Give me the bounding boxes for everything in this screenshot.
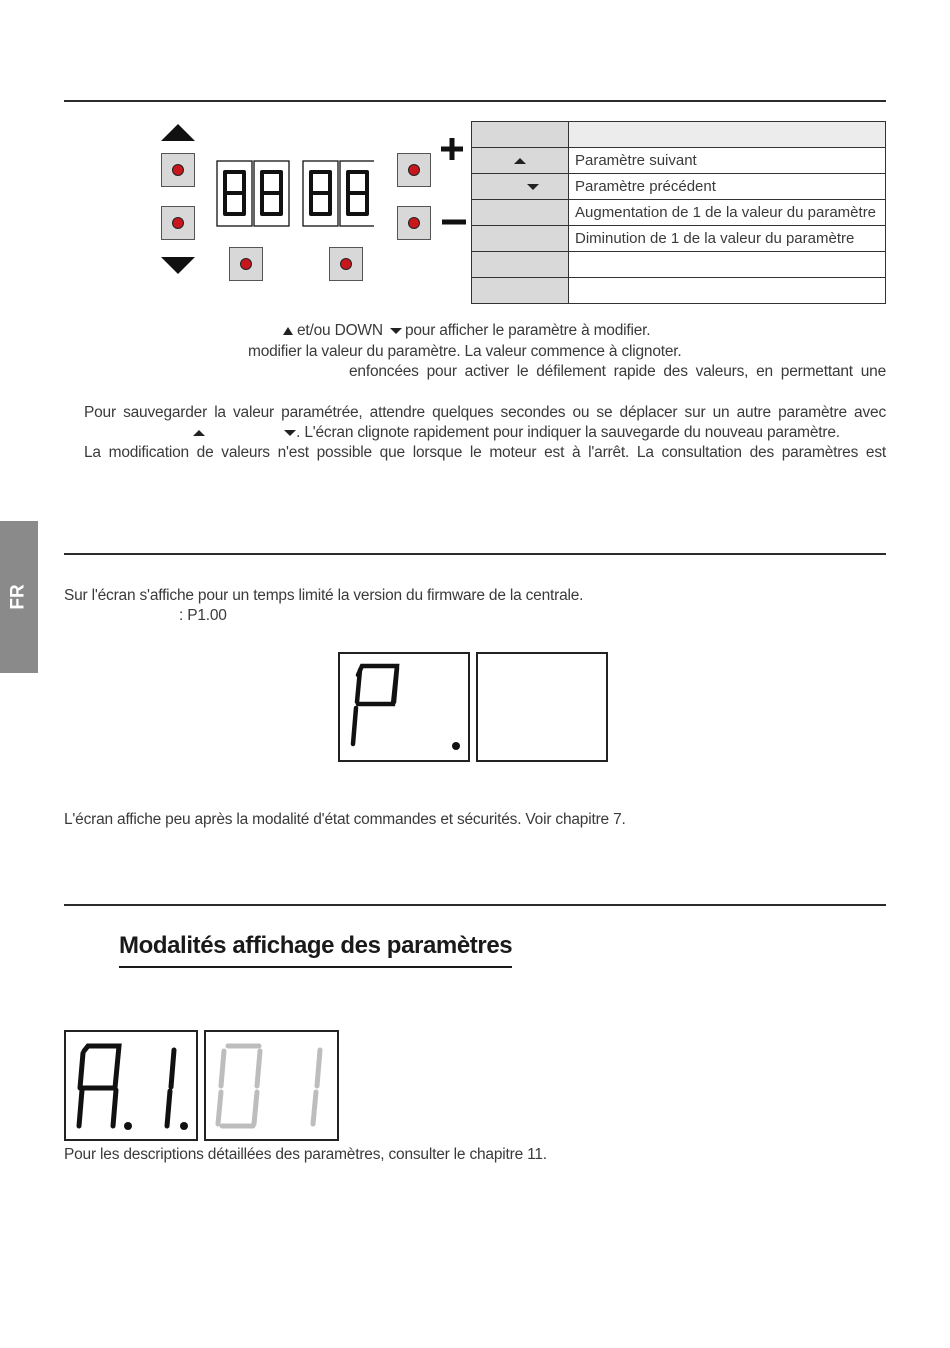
segment-a1-digits — [66, 1032, 196, 1139]
section-divider — [64, 100, 886, 102]
command-table — [471, 121, 886, 304]
down-triangle-icon — [284, 430, 296, 436]
segment-p-digit — [340, 654, 468, 760]
status-text: L'écran affiche peu après la modalité d'état commandes et sécurités. Voir chapitre 7. — [64, 811, 626, 828]
minus-icon — [441, 215, 467, 229]
down-triangle-icon — [527, 184, 539, 190]
language-tab — [0, 521, 38, 673]
down-arrow-icon — [161, 257, 195, 274]
firmware-text: Sur l'écran s'affiche pour un temps limité la version du firmware de la centrale. — [64, 587, 584, 604]
parameter-display-right — [204, 1030, 339, 1141]
table-row: Paramètre suivant — [472, 148, 886, 174]
instruction-line: et/ou DOWN pour afficher le paramètre à modifier. — [283, 322, 650, 340]
down-triangle-icon — [390, 328, 402, 334]
up-arrow-icon — [161, 124, 195, 141]
table-row — [472, 278, 886, 304]
instruction-line: La modification de valeurs n'est possible que lorsque le moteur est à l'arrêt. La consultation des paramètres est — [84, 444, 886, 461]
section-footer: Pour les descriptions détaillées des paramètres, consulter le chapitre 11. — [64, 1146, 547, 1163]
plus-icon — [439, 136, 465, 162]
language-tab-label: FR — [7, 584, 29, 610]
table-header-row — [472, 122, 886, 148]
section-divider — [64, 553, 886, 555]
instruction-line: enfoncées pour activer le défilement rapide des valeurs, en permettant une — [349, 363, 886, 380]
right-display-button[interactable] — [329, 247, 363, 281]
section-divider — [64, 904, 886, 906]
instruction-line: Pour sauvegarder la valeur paramétrée, attendre quelques secondes ou se déplacer sur un autre paramètre avec — [84, 404, 886, 421]
instruction-line: . L'écran clignote rapidement pour indiquer la sauvegarde du nouveau paramètre. — [193, 424, 840, 442]
parameter-display-left — [64, 1030, 198, 1141]
firmware-display-left — [338, 652, 470, 762]
up-triangle-icon — [283, 327, 293, 335]
firmware-display-right — [476, 652, 608, 762]
instruction-line: modifier la valeur du paramètre. La valeur commence à clignoter. — [248, 343, 682, 360]
table-row: Augmentation de 1 de la valeur du paramètre — [472, 200, 886, 226]
table-row: Diminution de 1 de la valeur du paramètre — [472, 226, 886, 252]
up-triangle-icon — [193, 430, 205, 436]
table-row — [472, 252, 886, 278]
section-title: Modalités affichage des paramètres — [119, 932, 512, 968]
plus-button[interactable] — [397, 153, 431, 187]
left-display-button[interactable] — [229, 247, 263, 281]
down-button[interactable] — [161, 206, 195, 240]
segment-01-digits — [206, 1032, 337, 1139]
firmware-example: : P1.00 — [179, 607, 227, 624]
segment-display — [216, 160, 374, 228]
minus-button[interactable] — [397, 206, 431, 240]
up-button[interactable] — [161, 153, 195, 187]
table-row: Paramètre précédent — [472, 174, 886, 200]
up-triangle-icon — [514, 158, 526, 164]
